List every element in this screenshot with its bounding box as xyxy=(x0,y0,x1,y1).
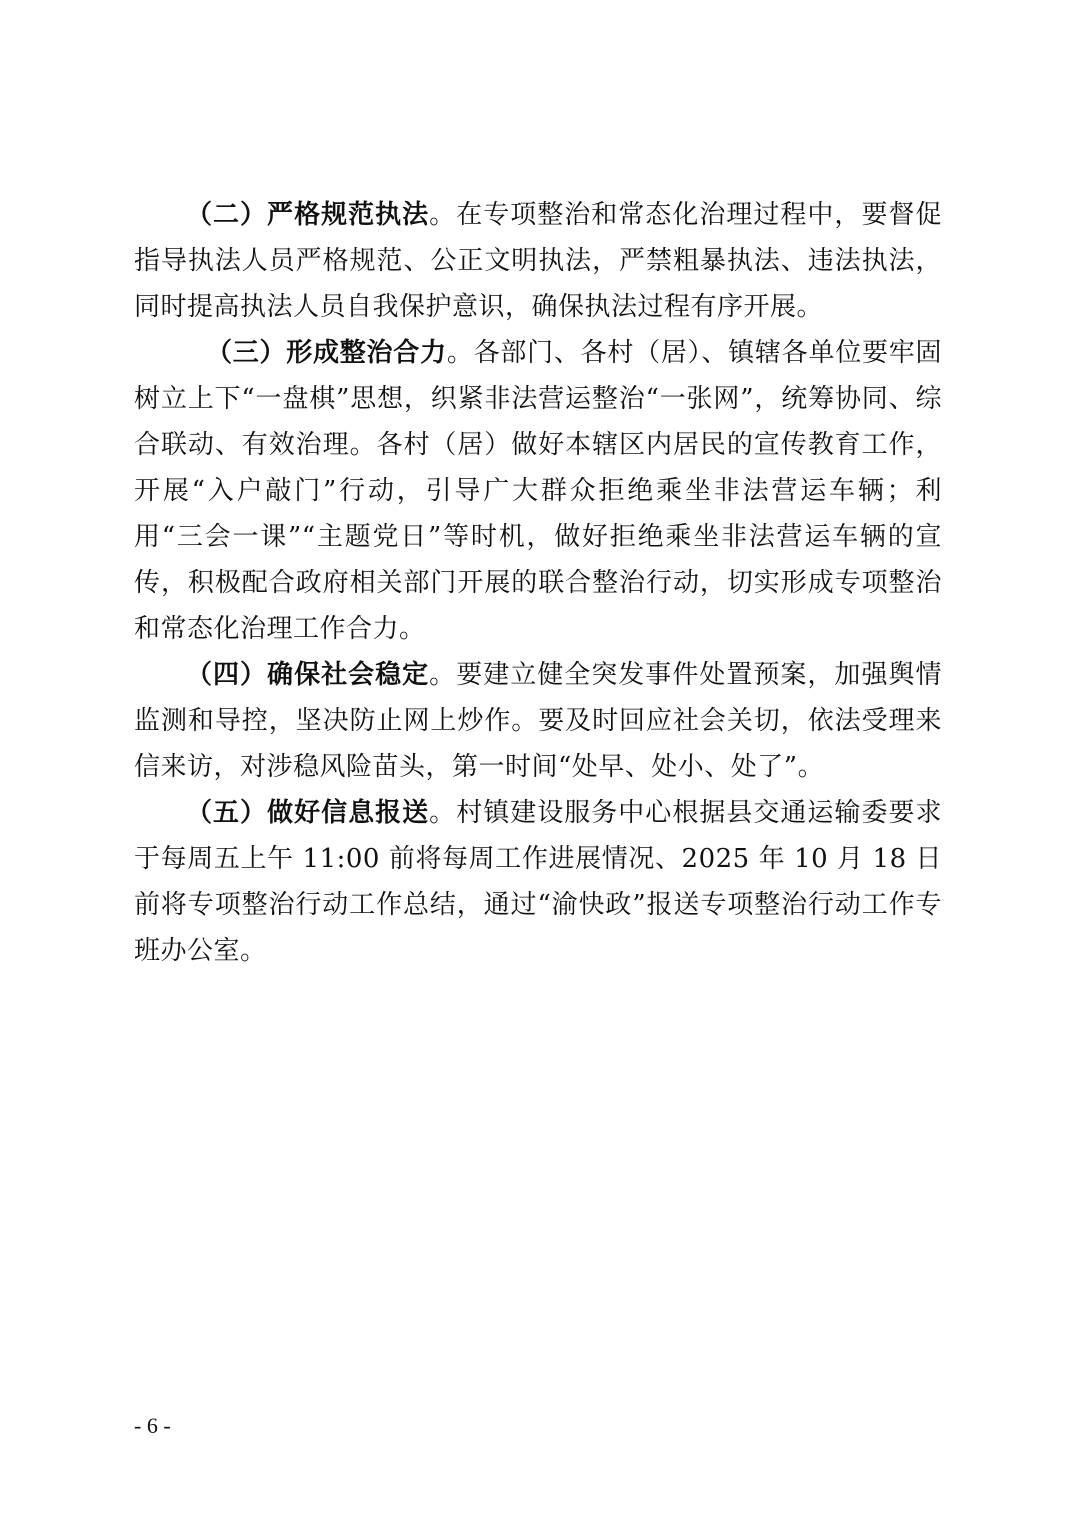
section-text: 。要建立健全突发事件处置预案，加强舆情监测和导控，坚决防止网上炒作。要及时回应社会关切，依法受理来信来访，对涉稳风险苗头，第一时间“处早、处小、处了”。 xyxy=(134,660,942,782)
section-joint-efforts xyxy=(134,330,942,652)
section-heading: （二）严格规范执法 xyxy=(186,200,430,230)
section-heading: （三）形成整治合力 xyxy=(206,338,447,368)
section-heading: （五）做好信息报送 xyxy=(186,798,430,828)
section-information-reporting xyxy=(134,790,942,974)
section-strict-law-enforcement xyxy=(134,192,942,330)
section-social-stability xyxy=(134,652,942,790)
page-number: - 6 - xyxy=(134,1413,171,1438)
section-heading: （四）确保社会稳定 xyxy=(186,660,430,690)
section-text: 。村镇建设服务中心根据县交通运输委要求于每周五上午 11:00 前将每周工作进展情况、2025 年 10 月 18 日前将专项整治行动工作总结，通过“渝快政”报送专项整治行动工作专班办公室。 xyxy=(134,798,942,966)
section-text: 。在专项整治和常态化治理过程中，要督促指导执法人员严格规范、公正文明执法，严禁粗暴执法、违法执法，同时提高执法人员自我保护意识，确保执法过程有序开展。 xyxy=(134,200,942,322)
document-body xyxy=(134,192,942,974)
section-text: 。各部门、各村（居）、镇辖各单位要牢固树立上下“一盘棋”思想，织紧非法营运整治“一张网”，统筹协同、综合联动、有效治理。各村（居）做好本辖区内居民的宣传教育工作，开展“入户敲门”行动，引导广大群众拒绝乘坐非法营运车辆；利用“三会一课”“主题党日”等时机，做好拒绝乘坐非法营运车辆的宣传，积极配合政府相关部门开展的联合整治行动，切实形成专项整治和常态化治理工作合力。 xyxy=(134,338,942,644)
